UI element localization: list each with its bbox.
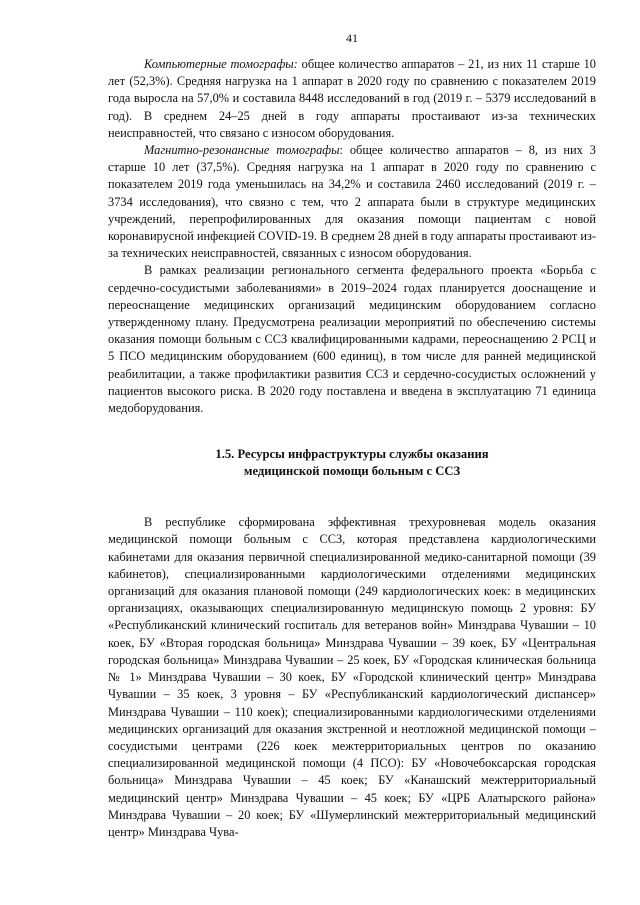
page-number: 41 bbox=[346, 31, 358, 45]
paragraph-ct-scanners bbox=[108, 56, 596, 142]
paragraph-three-level-model: В республике сформирована эффективная трехуровневая модель оказания медицинской помощи больным с ССЗ, которая представлена кардиологическими кабинетами для оказания первичной специализированной медико-санитарной помощи (39 кабинетов), специализированными кардиологическими отделениями медицинских организаций для оказания плановой помощи (249 кардиологических коек: в медицинских организациях, оказывающих специализированную медицинскую помощь 2 уровня: БУ «Республиканский клинический госпиталь для ветеранов войн» Минздрава Чувашии – 10 коек, БУ «Вторая городская больница» Минздрава Чувашии – 39 коек, БУ «Центральная городская больница» Минздрава Чувашии – 25 коек, БУ «Городская клиническая больница № 1» Минздрава Чувашии – 30 коек, БУ «Городской клинический центр» Минздрава Чувашии – 35 коек, 3 уровня – БУ «Республиканский кардиологический диспансер» Минздрава Чувашии – 110 коек); специализированными кардиологическими отделениями медицинских организаций для оказания экстренной и неотложной медицинской помощи – сосудистыми центрами (226 коек межтерриториальных центров по оказанию специализированной медицинской помощи (4 ПСО): БУ «Новочебоксарская городская больница» Минздрава Чувашии – 45 коек; БУ «Канашский межтерриториальный медицинский центр» Минздрава Чувашии – 45 коек; БУ «ЦРБ Алатырского района» Минздрава Чувашии – 20 коек; БУ «Шумерлинский межтерриториальный медицинский центр» Минздрава Чува- bbox=[108, 515, 596, 839]
paragraph-federal-project bbox=[108, 262, 596, 417]
document-page bbox=[108, 30, 596, 841]
section-heading-line-2: медицинской помощи больным с ССЗ bbox=[243, 464, 461, 479]
term-mri-scanners: Магнитно-резонансные томографы bbox=[144, 143, 340, 158]
term-ct-scanners: Компьютерные томографы: bbox=[144, 57, 298, 71]
section-heading-line-1: 1.5. Ресурсы инфраструктуры службы оказания bbox=[215, 447, 489, 462]
section-heading bbox=[108, 446, 596, 480]
paragraph-text: В рамках реализации регионального сегмента федерального проекта «Борьба с сердечно-сосудистыми заболеваниями» в 2019–2024 годах планируется дооснащение и переоснащение медицинских организаций медицинским оборудованием согласно утвержденному плану. Предусмотрена реализации мероприятий по обеспечению системы оказания помощи больным с ССЗ квалифицированными кадрами, переоснащению 2 РСЦ и 5 ПСО медицинским оборудованием (600 единиц), в том числе для ранней медицинской реабилитации, а также профилактики развития ССЗ и сердечно-сосудистых осложнений у пациентов высокого риска. В 2020 году поставлена и введена в эксплуатацию 71 единица медоборудования. bbox=[108, 263, 596, 416]
paragraph-text: : общее количество аппаратов – 8, из них 3 старше 10 лет (37,5%). Средняя нагрузка на 1 аппарат в 2020 году по сравнению с показателем 2019 года уменьшилась на 34,2% и составила 2460 исследований (2019 г. – 3734 исследования), что связно с тем, что 2 аппарата были в структуре медицинских учреждений, перепрофилированных для оказания помощи пациентам с новой коронавирусной инфекцией COVID-19. В среднем 28 дней в году аппараты простаивают из-за технических неисправностей, связанных с износом оборудования. bbox=[108, 143, 596, 261]
paragraph-mri-scanners bbox=[108, 142, 596, 262]
paragraph-text: общее количество аппаратов – 21, из них 11 старше 10 лет (52,3%). Средняя нагрузка на 1 аппарат в 2020 году по сравнению с показателем 2019 года выросла на 57,0% и составила 8448 исследований в год (2019 г. – 5379 исследований в год). В среднем 24–25 дней в году аппараты простаивают из-за технических неисправностей, что связано с износом оборудования. bbox=[108, 57, 596, 140]
